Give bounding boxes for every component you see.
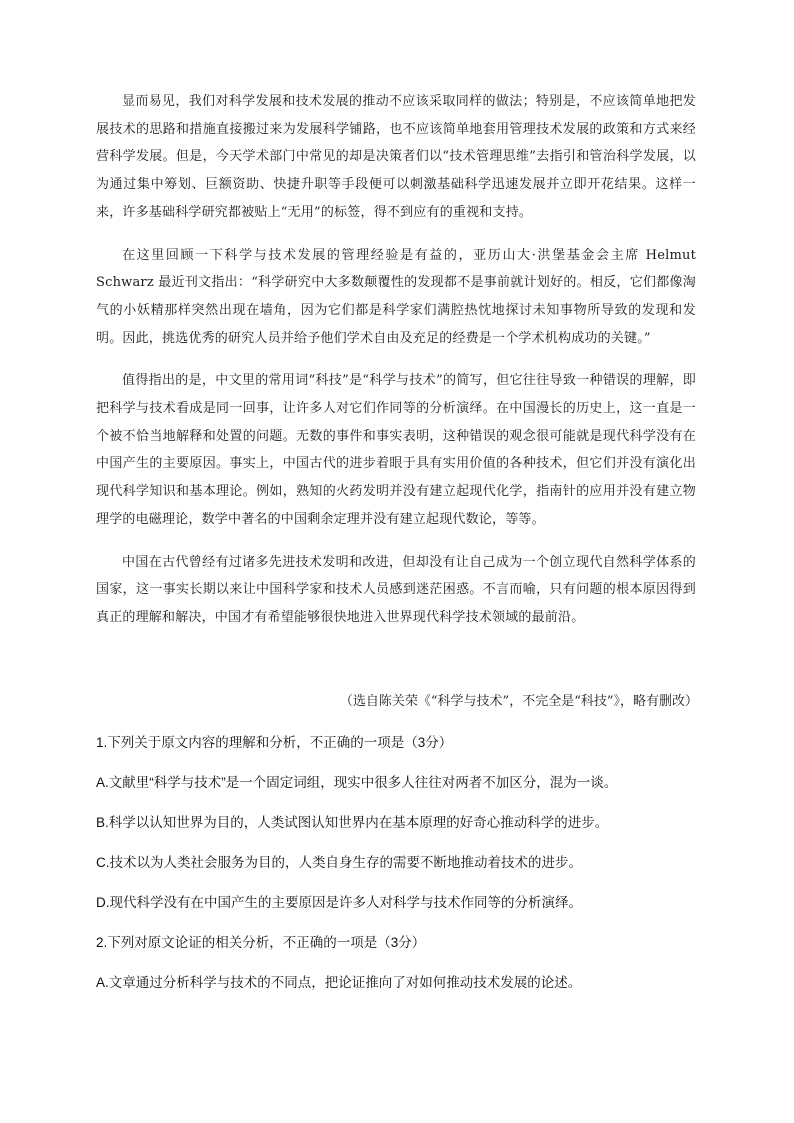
passage-source-citation: （选自陈关荣《“科学与技术”，不完全是“科技”》，略有删改）	[339, 694, 698, 709]
question-1-stem: 1.下列关于原文内容的理解和分析，不正确的一项是（3分）	[96, 735, 453, 750]
question-1-option-d: D.现代科学没有在中国产生的主要原因是许多人对科学与技术作同等的分析演绎。	[96, 895, 582, 910]
reading-passage	[96, 88, 696, 647]
passage-paragraph-3: 值得指出的是，中文里的常用词“科技”是“科学与技术”的简写，但它往往导致一种错误的理解，即把科学与技术看成是同一回事，让许多人对它们作同等的分析演绎。在中国漫长的历史上，这一直是一个被不恰当地解释和处置的问题。无数的事件和事实表明，这种错误的观念很可能就是现代科学没有在中国产生的主要原因。事实上，中国古代的进步着眼于具有实用价值的各种技术，但它们并没有演化出现代科学知识和基本理论。例如，熟知的火药发明并没有建立起现代化学，指南针的应用并没有建立物理学的电磁理论，数学中著名的中国剩余定理并没有建立起现代数论，等等。	[96, 373, 696, 527]
passage-paragraph-2: 在这里回顾一下科学与技术发展的管理经验是有益的，亚历山大·洪堡基金会主席 Helmut Schwarz 最近刊文指出：“科学研究中大多数颠覆性的发现都不是事前就计划好的。相反，它们都像淘气的小妖精那样突然出现在墙角，因为它们都是科学家们满腔热忱地探讨未知事物所导致的发现和发明。因此，挑选优秀的研究人员并给予他们学术自由及充足的经费是一个学术机构成功的关键。”	[96, 247, 696, 346]
question-1-option-a: A.文献里“科学与技术”是一个固定词组，现实中很多人往往对两者不加区分，混为一谈。	[96, 775, 618, 790]
passage-paragraph-1: 显而易见，我们对科学发展和技术发展的推动不应该采取同样的做法；特别是，不应该简单地把发展技术的思路和措施直接搬过来为发展科学铺路，也不应该简单地套用管理技术发展的政策和方式来经营科学发展。但是，今天学术部门中常见的却是决策者们以“技术管理思维”去指引和管治科学发展，以为通过集中筹划、巨额资助、快捷升职等手段便可以刺激基础科学迅速发展并立即开花结果。这样一来，许多基础科学研究都被贴上“无用”的标签，得不到应有的重视和支持。	[96, 94, 696, 220]
question-2-stem: 2.下列对原文论证的相关分析，不正确的一项是（3分）	[96, 935, 426, 950]
question-1-option-b: B.科学以认知世界为目的，人类试图认知世界内在基本原理的好奇心推动科学的进步。	[96, 815, 609, 830]
question-2-option-a: A.文章通过分析科学与技术的不同点，把论证推向了对如何推动技术发展的论述。	[96, 975, 582, 990]
passage-paragraph-4: 中国在古代曾经有过诸多先进技术发明和改进，但却没有让自己成为一个创立现代自然科学体系的国家，这一事实长期以来让中国科学家和技术人员感到迷茫困惑。不言而喻，只有问题的根本原因得到真正的理解和解决，中国才有希望能够很快地进入世界现代科学技术领域的最前沿。	[96, 554, 696, 625]
question-section	[96, 733, 716, 1013]
question-1-option-c: C.技术以为人类社会服务为目的，人类自身生存的需要不断地推动着技术的进步。	[96, 855, 582, 870]
